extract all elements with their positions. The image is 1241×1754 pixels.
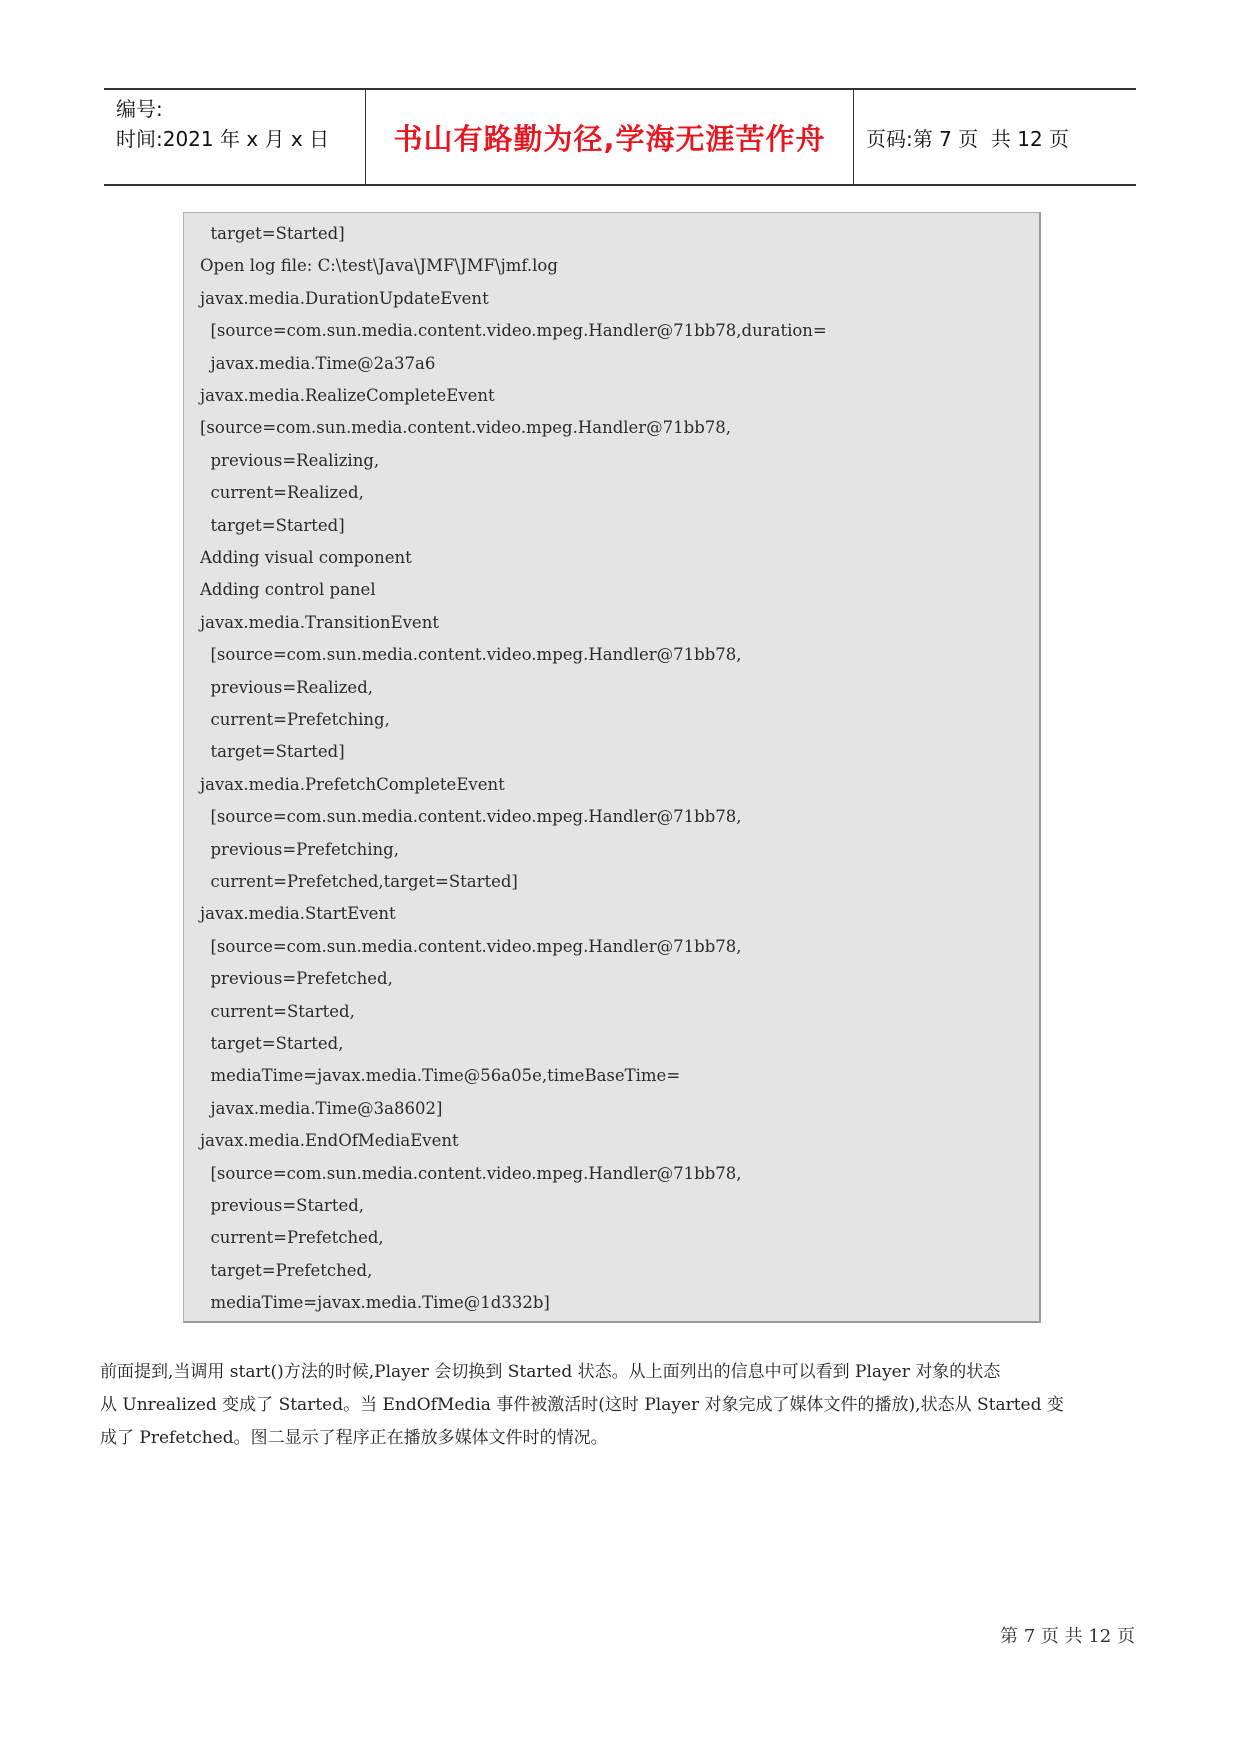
code-line: Adding control panel (200, 580, 376, 600)
body-paragraph (100, 1356, 1140, 1455)
code-line: javax.media.Time@3a8602] (200, 1098, 443, 1118)
code-line: [source=com.sun.media.content.video.mpeg.Handler@71bb78, (200, 936, 742, 956)
document-date: 时间:2021 年 x 月 x 日 (116, 127, 330, 151)
code-line: [source=com.sun.media.content.video.mpeg.Handler@71bb78, (200, 1163, 742, 1183)
header-page-number (854, 90, 1136, 184)
code-line: mediaTime=javax.media.Time@1d332b] (200, 1293, 550, 1313)
header-motto: 书山有路勤为径,学海无涯苦作舟 (366, 90, 854, 184)
code-line: Open log file: C:\test\Java\JMF\JMF\jmf.log (200, 256, 558, 276)
code-line: previous=Realized, (200, 677, 374, 697)
code-line: previous=Prefetching, (200, 839, 399, 859)
code-line: javax.media.Time@2a37a6 (200, 353, 436, 373)
code-line: target=Started] (200, 742, 345, 762)
code-line: target=Prefetched, (200, 1260, 373, 1280)
code-line: current=Prefetched,target=Started] (200, 872, 518, 891)
code-line: previous=Realizing, (200, 450, 380, 470)
code-line: javax.media.RealizeCompleteEvent (200, 386, 495, 405)
code-line: javax.media.EndOfMediaEvent (200, 1131, 459, 1151)
code-line: [source=com.sun.media.content.video.mpeg.Handler@71bb78, (200, 807, 742, 827)
code-line: target=Started] (200, 224, 345, 243)
code-line: javax.media.StartEvent (200, 904, 396, 924)
code-line: current=Started, (200, 1001, 355, 1021)
page-number-label: 页码:第 7 页 共 12 页 (866, 126, 1070, 151)
code-line: mediaTime=javax.media.Time@56a05e,timeBaseTime= (200, 1066, 681, 1086)
code-line: javax.media.PrefetchCompleteEvent (200, 774, 505, 794)
code-line: target=Started, (200, 1034, 344, 1053)
code-line: current=Prefetching, (200, 710, 390, 729)
code-line: [source=com.sun.media.content.video.mpeg.Handler@71bb78,duration= (200, 321, 827, 341)
code-line: [source=com.sun.media.content.video.mpeg.Handler@71bb78, (200, 645, 742, 665)
code-line: javax.media.TransitionEvent (200, 612, 439, 632)
header-meta (104, 90, 366, 184)
code-line: target=Started] (200, 515, 345, 535)
code-line: javax.media.DurationUpdateEvent (200, 288, 489, 308)
document-number-label: 编号: (116, 97, 163, 121)
code-line: previous=Prefetched, (200, 969, 393, 989)
paragraph-line-1: 前面提到,当调用 start()方法的时候,Player 会切换到 Started 状态。从上面列出的信息中可以看到 Player 对象的状态 (100, 1362, 1001, 1382)
paragraph-line-2: 从 Unrealized 变成了 Started。当 EndOfMedia 事件被激活时(这时 Player 对象完成了媒体文件的播放),状态从 Started 变 (100, 1395, 1064, 1415)
code-line: Adding visual component (200, 548, 412, 567)
page-header (104, 88, 1136, 186)
code-line: [source=com.sun.media.content.video.mpeg.Handler@71bb78, (200, 418, 732, 438)
paragraph-line-3: 成了 Prefetched。图二显示了程序正在播放多媒体文件时的情况。 (100, 1428, 608, 1448)
page-footer: 第 7 页 共 12 页 (1000, 1626, 1135, 1647)
code-line: current=Prefetched, (200, 1228, 384, 1248)
code-line: previous=Started, (200, 1196, 365, 1215)
code-line: current=Realized, (200, 483, 364, 503)
code-block (183, 212, 1041, 1323)
